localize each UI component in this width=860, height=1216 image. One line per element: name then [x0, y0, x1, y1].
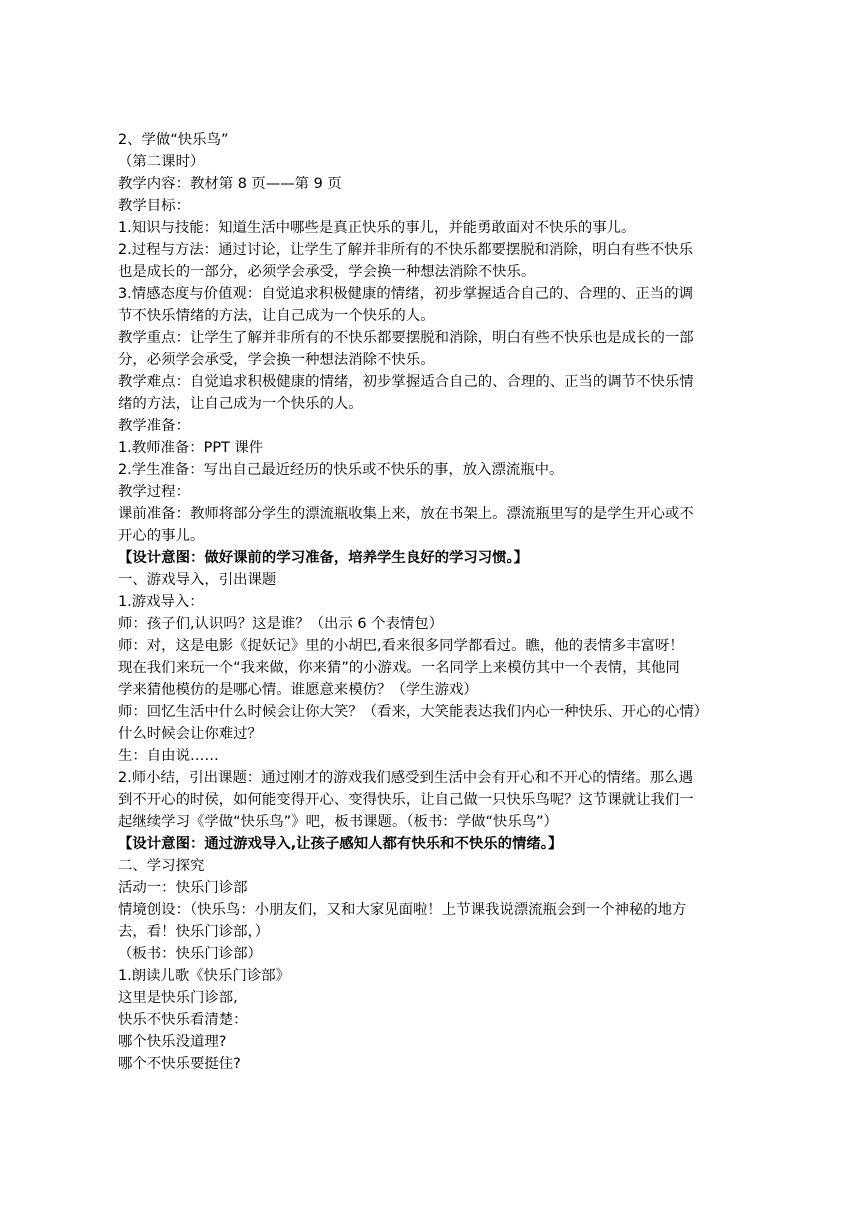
text-line: 情境创设：（快乐鸟：小朋友们，又和大家见面啦！上节课我说漂流瓶会到一个神秘的地方 — [118, 902, 687, 918]
text-line: 2、学做“快乐鸟” — [118, 132, 229, 148]
text-line: 【设计意图：做好课前的学习准备，培养学生良好的学习习惯。】 — [118, 550, 529, 566]
text-line: 课前准备：教师将部分学生的漂流瓶收集上来，放在书架上。漂流瓶里写的是学生开心或不 — [118, 506, 694, 522]
text-line: 节不快乐情绪的方法，让自己成为一个快乐的人。 — [118, 308, 435, 324]
text-line: 快乐不快乐看清楚： — [118, 1012, 248, 1028]
text-line: 二、学习探究 — [118, 858, 205, 874]
text-line: 一、游戏导入，引出课题 — [118, 572, 277, 588]
document-page — [118, 129, 744, 1075]
text-line: 教学目标： — [118, 198, 190, 214]
text-line: 1.游戏导入： — [118, 594, 204, 610]
text-line: 什么时候会让你难过？ — [118, 726, 262, 742]
text-line: 去，看！快乐门诊部，） — [118, 924, 270, 940]
text-line: 3.情感态度与价值观：自觉追求积极健康的情绪，初步掌握适合自己的、合理的、正当的调 — [118, 286, 693, 302]
text-line: 分，必须学会承受，学会换一种想法消除不快乐。 — [118, 352, 435, 368]
text-line: （板书：快乐门诊部） — [118, 946, 262, 962]
text-line: 绪的方法，让自己成为一个快乐的人。 — [118, 396, 363, 412]
text-line: 1.知识与技能：知道生活中哪些是真正快乐的事儿，并能勇敢面对不快乐的事儿。 — [118, 220, 636, 236]
text-line: 到不开心的时侯，如何能变得开心、变得快乐，让自己做一只快乐鸟呢？这节课就让我们一 — [118, 792, 694, 808]
text-line: 活动一：快乐门诊部 — [118, 880, 248, 896]
text-line: 教学过程： — [118, 484, 190, 500]
text-line: 1.教师准备：PPT 课件 — [118, 440, 264, 456]
text-line: 1.朗读儿歌《快乐门诊部》 — [118, 968, 291, 984]
text-line: 哪个不快乐要挺住? — [118, 1056, 241, 1072]
text-line: 2.师小结，引出课题：通过刚才的游戏我们感受到生活中会有开心和不开心的情绪。那么遇 — [118, 770, 693, 786]
text-line: 2.学生准备：写出自己最近经历的快乐或不快乐的事，放入漂流瓶中。 — [118, 462, 564, 478]
text-line: 【设计意图：通过游戏导入,让孩子感知人都有快乐和不快乐的情绪。】 — [118, 836, 563, 852]
text-line: 师：对，这是电影《捉妖记》里的小胡巴,看来很多同学都看过。瞧，他的表情多丰富呀！ — [118, 638, 684, 654]
text-line: 也是成长的一部分，必须学会承受，学会换一种想法消除不快乐。 — [118, 264, 536, 280]
text-line: 教学难点：自觉追求积极健康的情绪，初步掌握适合自己的、合理的、正当的调节不快乐情 — [118, 374, 694, 390]
text-line: （第二课时） — [118, 154, 205, 170]
text-line: 师：孩子们,认识吗？这是谁？（出示 6 个表情包） — [118, 616, 444, 632]
text-line: 开心的事儿。 — [118, 528, 205, 544]
text-line: 学来猜他模仿的是哪心情。谁愿意来模仿？（学生游戏） — [118, 682, 478, 698]
text-line: 现在我们来玩一个“我来做，你来猜”的小游戏。一名同学上来模仿其中一个表情，其他同 — [118, 660, 680, 676]
text-line: 教学内容：教材第 8 页——第 9 页 — [118, 176, 342, 192]
text-line: 哪个快乐没道理? — [118, 1034, 227, 1050]
text-line: 师：回忆生活中什么时候会让你大笑？（看来，大笑能表达我们内心一种快乐、开心的心情） — [118, 704, 709, 720]
text-line: 起继续学习《学做“快乐鸟”》吧，板书课题。（板书：学做“快乐鸟”） — [118, 814, 558, 830]
text-line: 2.过程与方法：通过讨论，让学生了解并非所有的不快乐都要摆脱和消除，明白有些不快乐 — [118, 242, 693, 258]
text-line: 教学重点：让学生了解并非所有的不快乐都要摆脱和消除，明白有些不快乐也是成长的一部 — [118, 330, 694, 346]
text-line: 生：自由说…… — [118, 748, 219, 764]
text-line: 教学准备： — [118, 418, 190, 434]
text-line: 这里是快乐门诊部, — [118, 990, 238, 1006]
